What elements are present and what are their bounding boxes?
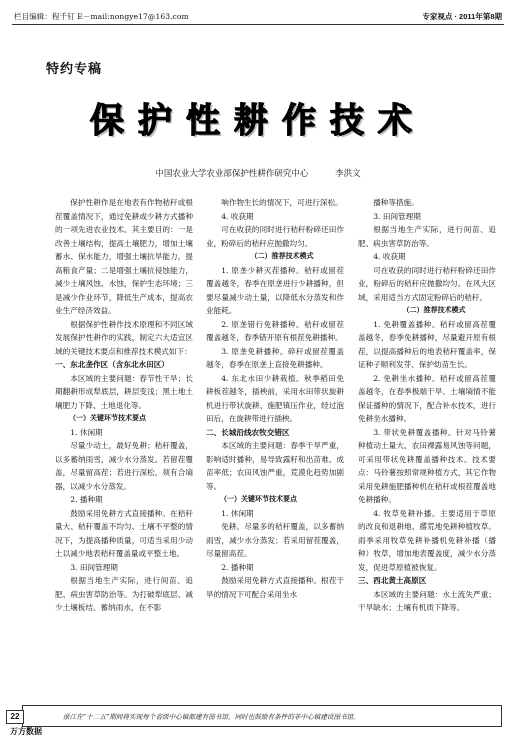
paragraph: 播种等措施。 [373, 198, 419, 207]
paragraph: 1. 休闲期 [70, 427, 103, 437]
byline [0, 167, 516, 179]
section-heading: 三、西北黄土高原区 [358, 576, 427, 585]
paragraph: 本区域的主要问题：春季干旱严重，影响适时播种，易导致露籽和出苗难、成苗率低；农田风蚀严重，荒漠化趋势加剧等。 [206, 441, 344, 491]
section-heading: （二）推荐技术模式 [250, 252, 314, 260]
section-heading: （一）关键环节技术要点 [220, 495, 297, 503]
paragraph: 2. 播种期 [221, 562, 254, 572]
paragraph: 3. 田间管理期 [70, 562, 118, 572]
paragraph: 本区域的主要问题：春节性干旱；长期翻耕形成犁底层，耕层变浅；黑土地土壤肥力下降、土地退化等。 [55, 373, 193, 410]
text-column-1 [55, 196, 193, 716]
paragraph: 免耕。尽量多的秸秆覆盖，以多蓄纳雨雪，减少水分蒸发；若采用留茬覆盖，尽量留高茬。 [206, 522, 344, 558]
paragraph: 2. 免耕坐水播种。秸秆或留高茬覆盖越冬，在春季极端干旱、土壤墒情不能保证播种的情况下，配合补水技术，进行免耕坐水播种。 [358, 373, 496, 423]
paragraph: 3. 带状免耕覆盖播种。针对马铃薯种植动土量大、农田裸露易风蚀等问题，可采用带状免耕覆盖播种技术。技术要点：马铃薯按照常规种植方式，其它作物采用免耕施肥播种机在秸秆或根茬覆盖地免耕播种。 [358, 427, 496, 504]
section-heading: （二）推荐技术模式 [402, 306, 466, 314]
section-heading: 二、长城沿线农牧交错区 [206, 427, 290, 437]
header-editor-info: 栏目编辑：程千钉 E－mail:nongye17@163.com [14, 12, 189, 21]
header-issue-info: 专家视点 · 2011年第8期 [422, 12, 502, 21]
paragraph: 可在收获的同时进行秸秆粉碎还田作业，粉碎后的秸秆应抛撒均匀。在风大区域，采用适当方式固定粉碎后的秸秆。 [358, 265, 496, 302]
paragraph: 鼓励采用免耕方式直接播种。根茬干旱的情况下可配合采用坐水 [206, 576, 344, 599]
paragraph: 3. 原垄免耕播种。碎秆或留茬覆盖越冬，春季在原垄上直接免耕播种。 [206, 346, 344, 369]
text-column-2 [206, 196, 344, 716]
paragraph: 2. 播种期 [70, 495, 103, 504]
paragraph: 鼓励采用免耕方式直接播种。在秸秆量大、秸秆覆盖不均匀、土壤不平整的情况下，为提高播种质量，可适当采用少动土以减少地表秸秆覆盖量或平整土地。 [55, 508, 193, 558]
section-heading: （一）关键环节技术要点 [69, 414, 146, 422]
section-heading: 一、东北垄作区（含东北水田区） [55, 360, 169, 369]
paragraph: 2. 原垄错行免耕播种。秸秆或留茬覆盖越冬，春季错开原有根茬免耕播种。 [206, 319, 344, 342]
article-body [55, 196, 500, 716]
paragraph: 4. 牧草免耕补播。主要适用于草原的改良和退耕地、撂荒地免耕种植牧草。雨季采用牧草免耕补播机免耕补播（播种）牧草，增加地表覆盖度，减少水分蒸发，促进草原植被恢复。 [358, 508, 496, 572]
paragraph: 1. 原垄少耕灭茬播种。秸秆或留茬覆盖越冬，春季在原垄进行少耕播种，但要尽量减少动土量，以降低水分蒸发和作业能耗。 [206, 265, 344, 315]
paragraph: 1. 免耕覆盖播种。秸秆或留高茬覆盖越冬，春季免耕播种，尽量避开原有根茬，以提高播种后的地表秸秆覆盖率，保证种子顺利发芽、保护幼苗生长。 [358, 319, 496, 369]
author-name: 李洪文 [335, 169, 361, 179]
running-header [0, 0, 516, 30]
paragraph: 尽量少动土，最好免耕；秸秆覆盖，以多蓄纳雨雪，减少水分蒸发。若留茬覆盖，尽量留高茬；若进行深松，须有合墒器，以减少水分蒸发。 [55, 441, 193, 491]
paragraph: 根据当地生产实际，进行间苗、追肥、病虫害草防治等。为打破犁底层、减少土壤板结、蓄纳雨水，在不影 [55, 576, 193, 612]
paragraph: 本区域的主要问题：水土流失严重；干旱缺水；土壤有机质下降等。 [358, 589, 496, 612]
paragraph: 可在收获的同时进行秸秆粉碎还田作业，粉碎后的秸秆应抛撒均匀。 [206, 225, 344, 248]
footer-notice-box [22, 705, 502, 727]
footer-notice: 浙江在“十二五”期间将实现每个省级中心镇都建有图书馆，同时也鼓励有条件的非中心镇建设图书馆。 [63, 713, 360, 721]
text-column-3 [358, 196, 496, 716]
paragraph: 根据保护性耕作技术原理和不同区域发展保护性耕作的实践，制定六大适宜区域的关键技术要点和推荐技术模式如下： [55, 319, 193, 356]
paragraph: 4. 东北水田少耕栽植。秋季稻田免耕板茬越冬，插秧前，采用水田带状旋耕机进行带状旋耕、施肥镇压作业，经过泡田后，在旋耕带进行插秧。 [206, 373, 344, 423]
author-affiliation: 中国农业大学农业部保护性耕作研究中心 [155, 169, 309, 179]
paragraph: 1. 休闲期 [221, 508, 254, 518]
header-rule [12, 24, 504, 25]
publisher-logo-text: 万方数据 [10, 727, 42, 735]
paragraph: 4. 收获期 [221, 211, 254, 221]
paragraph: 3. 田间管理期 [373, 211, 421, 221]
paragraph: 保护性耕作是在地表有作物秸秆或根茬覆盖情况下，通过免耕或少耕方式播种的一项先进农业技术。其主要目的：一是改善土壤结构，提高土壤肥力，增加土壤蓄水、保水能力，增强土壤抗旱能力，提高粮食产量；二是增强土壤抗侵蚀能力，减少土壤风蚀、水蚀，保护生态环境；三是减少作业环节，降低生产成本，提高农业生产经济效益。 [55, 198, 193, 315]
paragraph: 根据当地生产实际，进行间苗、追肥、病虫害草防治等。 [358, 225, 496, 248]
paragraph: 响作物生长的情况下，可进行深松。 [221, 198, 343, 207]
column-title: 特约专稿 [46, 62, 103, 77]
paragraph: 4. 收获期 [373, 252, 406, 261]
page-number: 22 [6, 710, 24, 724]
article-title: 保护性耕作技术 [90, 101, 426, 141]
